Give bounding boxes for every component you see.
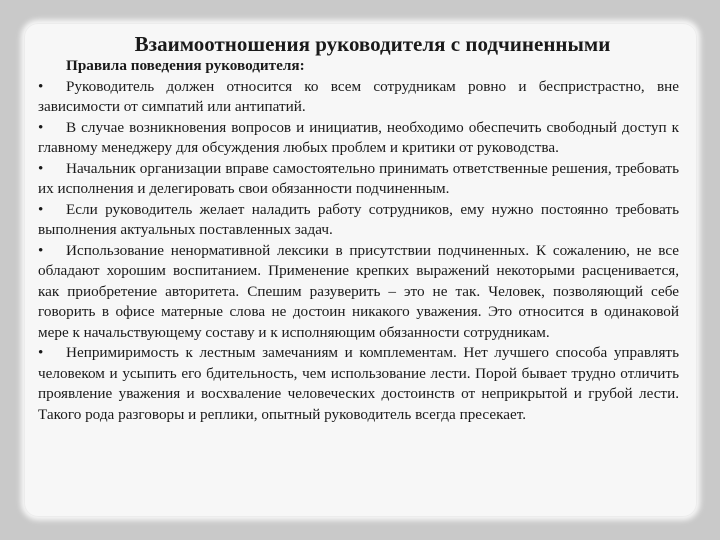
list-item bbox=[38, 77, 679, 118]
bullet-icon: • bbox=[38, 241, 44, 259]
bullet-icon: • bbox=[38, 77, 44, 95]
list-item bbox=[38, 200, 679, 241]
slide-title: Взаимоотношения руководителя с подчиненными bbox=[134, 32, 611, 56]
bullet-icon: • bbox=[38, 344, 44, 361]
bullet-icon: • bbox=[38, 159, 44, 177]
list-item bbox=[38, 159, 679, 200]
list-item-text: Непримиримость к лестным замечаниям и комплементам. Нет лучшего способа управлять человеком и усыпить его бдительность, чем использование лести. Порой бывает трудно отличить проявление уважения и восхваление человеческих достоинств от неприкрытой и грубой лести. Такого рода разговоры и реплики, опытный руководитель всегда пресекает. bbox=[38, 344, 679, 423]
list-item-text: Использование ненормативной лексики в присутствии подчиненных. К сожалению, не все обладают хорошим воспитанием. Применение крепких выражений некоторыми расценивается, как приобретение авторитета. Спешим разуверить – это не так. Человек, позволяющий себе говорить в офисе матерные слова не достоин никакого уважения. Это относится в одинаковой мере к начальствующему составу и к исполняющим обязанности сотрудникам. bbox=[38, 241, 679, 341]
list-item bbox=[38, 343, 679, 425]
list-item-text: В случае возникновения вопросов и инициатив, необходимо обеспечить свободный доступ к главному менеджеру для обсуждения любых проблем и критики от руководства. bbox=[38, 118, 679, 156]
list-item-text: Если руководитель желает наладить работу сотрудников, ему нужно постоянно требовать выполнения актуальных поставленных задач. bbox=[38, 200, 679, 238]
list-item-text: Начальник организации вправе самостоятельно принимать ответственные решения, требовать их исполнения и делегировать свои обязанности подчиненным. bbox=[38, 159, 679, 197]
list-item bbox=[38, 241, 679, 344]
bullet-icon: • bbox=[38, 118, 44, 136]
slide-content bbox=[38, 56, 679, 425]
list-item-text: Руководитель должен относится ко всем сотрудникам ровно и беспристрастно, вне зависимости от симпатий или антипатий. bbox=[38, 77, 679, 115]
list-item bbox=[38, 118, 679, 159]
bullet-icon: • bbox=[38, 200, 44, 218]
slide-panel bbox=[24, 23, 697, 517]
rules-subheading: Правила поведения руководителя: bbox=[66, 57, 305, 74]
